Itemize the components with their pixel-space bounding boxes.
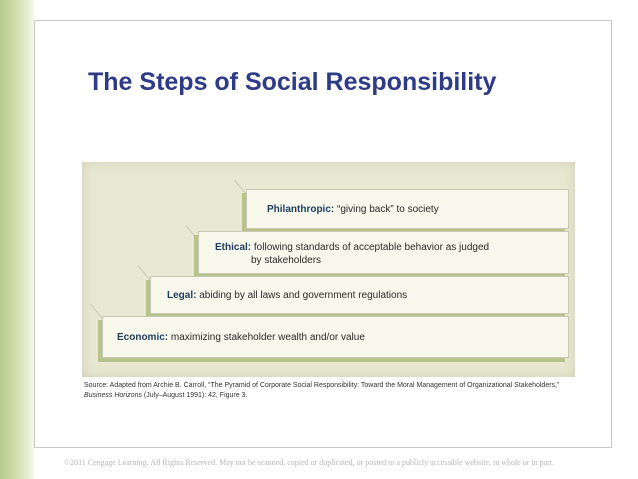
- slide-title: The Steps of Social Responsibility: [88, 68, 497, 96]
- source-prefix: Source: Adapted from Archie B. Carroll, “The Pyramid of Corporate Social Responsibility: Toward the Moral Management of Organizational Stakeholders,”: [84, 382, 560, 389]
- step-economic-description: maximizing stakeholder wealth and/or value: [170, 332, 365, 343]
- step-legal-description: abiding by all laws and government regulations: [199, 290, 408, 301]
- step-philanthropic-label: Philanthropic:: [267, 204, 337, 215]
- step-ethical: [198, 231, 569, 274]
- step-economic-label: Economic:: [117, 332, 171, 343]
- step-legal-text: [167, 289, 407, 302]
- step-legal-label: Legal:: [167, 290, 200, 301]
- step-ethical-description-cont: by stakeholders: [251, 255, 322, 266]
- decorative-green-band: [0, 0, 34, 479]
- step-philanthropic: [246, 189, 569, 229]
- step-philanthropic-description: “giving back” to society: [337, 204, 439, 215]
- source-journal: Business Horizons: [84, 392, 142, 399]
- steps-diagram: [82, 162, 575, 377]
- source-citation: [84, 381, 584, 401]
- step-legal: [150, 276, 569, 314]
- step-ethical-description: following standards of acceptable behavior as judged: [253, 242, 490, 253]
- copyright-notice: ©2011 Cengage Learning. All Rights Reserved. May not be scanned, copied or duplicated, or posted to a publicly accessible website, in whole or in part.: [64, 458, 555, 467]
- step-ethical-label: Ethical:: [215, 242, 254, 253]
- step-ethical-text: [215, 241, 489, 267]
- step-philanthropic-text: [267, 203, 439, 216]
- step-economic-text: [117, 331, 365, 344]
- step-economic: [102, 316, 569, 358]
- source-suffix: (July–August 1991): 42, Figure 3.: [143, 392, 248, 399]
